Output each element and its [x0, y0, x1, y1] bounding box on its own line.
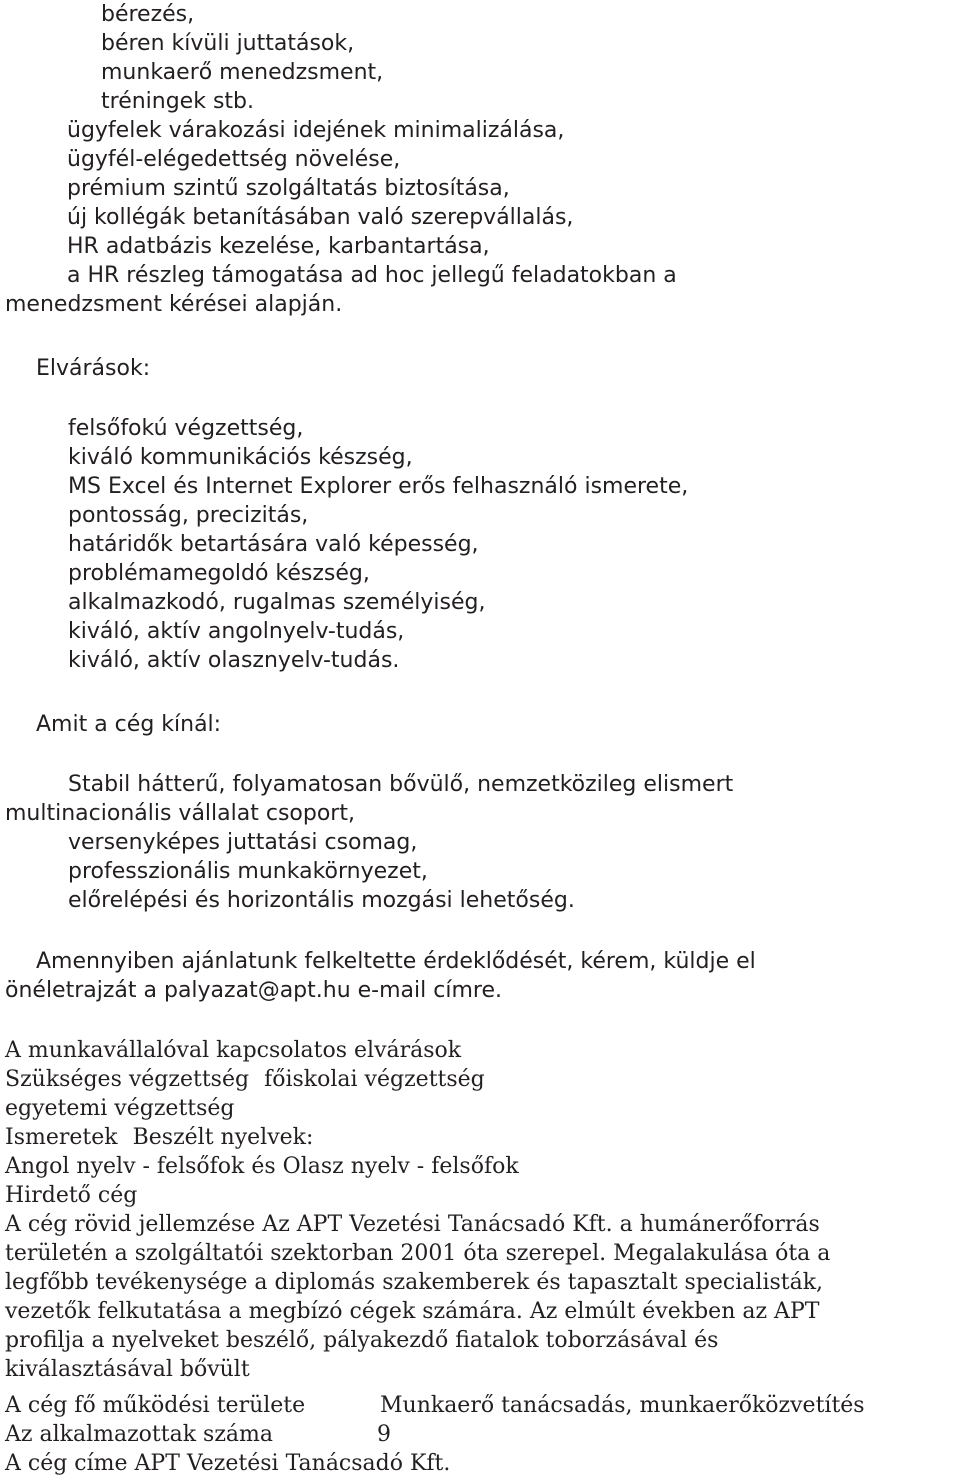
offer-item: versenyképes juttatási csomag,: [68, 830, 418, 855]
advertiser-desc-line: A cég rövid jellemzése Az APT Vezetési Tanácsadó Kft. a humánerőforrás: [5, 1212, 820, 1237]
employer-requirements-title: A munkavállalóval kapcsolatos elvárások: [5, 1038, 462, 1063]
task-item: ügyfelek várakozási idejének minimalizálása,: [67, 118, 565, 143]
offer-heading: Amit a cég kínál:: [36, 712, 222, 737]
requirements-heading: Elvárások:: [36, 356, 151, 381]
intro-item: munkaerő menedzsment,: [101, 60, 384, 85]
education-label: Szükséges végzettség: [5, 1067, 250, 1092]
requirement-item: határidők betartására való képesség,: [68, 532, 479, 557]
apply-line: önéletrajzát a palyazat@apt.hu e-mail címre.: [5, 978, 502, 1003]
advertiser-desc-line: profilja a nyelveket beszélő, pályakezdő fiatalok toborzásával és: [5, 1328, 719, 1353]
requirement-item: kiváló, aktív angolnyelv-tudás,: [68, 619, 405, 644]
languages-value: Angol nyelv - felsőfok és Olasz nyelv - felsőfok: [5, 1154, 519, 1179]
intro-item: béren kívüli juttatások,: [101, 31, 355, 56]
languages-label: Beszélt nyelvek:: [132, 1125, 314, 1150]
task-item: ügyfél-elégedettség növelése,: [67, 147, 401, 172]
offer-item: professzionális munkakörnyezet,: [68, 859, 428, 884]
intro-item: tréningek stb.: [101, 89, 255, 114]
requirement-item: felsőfokú végzettség,: [68, 416, 304, 441]
requirement-item: problémamegoldó készség,: [68, 561, 370, 586]
task-item: HR adatbázis kezelése, karbantartása,: [67, 234, 490, 259]
offer-line: Stabil hátterű, folyamatosan bővülő, nemzetközileg elismert: [68, 772, 734, 797]
employees-label: Az alkalmazottak száma: [5, 1422, 274, 1447]
knowledge-row: [5, 1123, 313, 1152]
task-item: menedzsment kérései alapján.: [5, 292, 343, 317]
intro-item: bérezés,: [101, 2, 195, 27]
offer-item: előrelépési és horizontális mozgási lehetőség.: [68, 888, 575, 913]
employees-value: 9: [377, 1422, 391, 1447]
advertiser-desc-line: kiválasztásával bővült: [5, 1357, 250, 1382]
task-item: prémium szintű szolgáltatás biztosítása,: [67, 176, 510, 201]
activity-label: A cég fő működési területe: [5, 1393, 306, 1418]
education-row: [5, 1065, 485, 1094]
task-item: a HR részleg támogatása ad hoc jellegű feladatokban a: [67, 263, 677, 288]
advertiser-desc-line: legfőbb tevékenysége a diplomás szakemberek és tapasztalt specialisták,: [5, 1270, 824, 1295]
offer-line: multinacionális vállalat csoport,: [5, 801, 355, 826]
advertiser-title: Hirdető cég: [5, 1183, 138, 1208]
requirement-item: MS Excel és Internet Explorer erős felhasználó ismerete,: [68, 474, 689, 499]
requirement-item: kiváló, aktív olasznyelv-tudás.: [68, 648, 400, 673]
requirement-item: kiváló kommunikációs készség,: [68, 445, 413, 470]
activity-value: Munkaerő tanácsadás, munkaerőközvetítés: [380, 1393, 865, 1418]
task-item: új kollégák betanításában való szerepvállalás,: [67, 205, 574, 230]
education-value: főiskolai végzettség: [264, 1067, 485, 1092]
knowledge-label: Ismeretek: [5, 1125, 118, 1150]
requirement-item: pontosság, precizitás,: [68, 503, 309, 528]
apply-line: Amennyiben ajánlatunk felkeltette érdeklődését, kérem, küldje el: [36, 949, 756, 974]
education-value-2: egyetemi végzettség: [5, 1096, 235, 1121]
advertiser-desc-line: területén a szolgáltatói szektorban 2001 óta szerepel. Megalakulása óta a: [5, 1241, 831, 1266]
advertiser-desc-line: vezetők felkutatása a megbízó cégek számára. Az elmúlt években az APT: [5, 1299, 820, 1324]
requirement-item: alkalmazkodó, rugalmas személyiség,: [68, 590, 486, 615]
address-line: A cég címe APT Vezetési Tanácsadó Kft.: [5, 1451, 451, 1476]
